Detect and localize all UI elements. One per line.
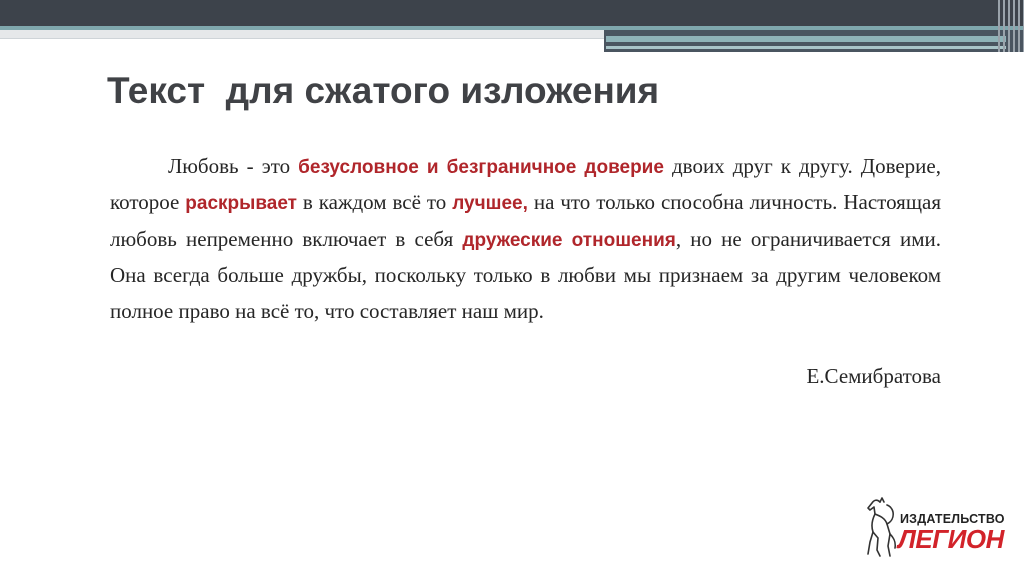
highlighted-phrase: дружеские отношения [462, 229, 676, 251]
logo-top-text: ИЗДАТЕЛЬСТВО [900, 512, 1005, 526]
logo-main-text: ЛЕГИОН [898, 524, 1004, 554]
header-band-right-accent [606, 36, 1006, 42]
paragraph-text: в каждом всё то [296, 190, 453, 215]
paragraph-text: Любовь - это [168, 154, 299, 178]
header-band-dark [0, 0, 1024, 26]
header-band-ticks [996, 0, 1024, 52]
publisher-logo [860, 494, 1010, 560]
body-paragraph [110, 149, 941, 329]
header-band-light-line [0, 30, 604, 39]
paragraph-text: на что только способна личность. Настоящая любовь непременно включает в себя [110, 190, 941, 251]
slide-title: Текст для сжатого изложения [107, 70, 660, 111]
paragraph-text: , но не ограничивается ими. Она всегда больше дружбы, поскольку только в любви мы признаем за другим человеком полное право на всё то, что составляет наш мир. [110, 226, 942, 323]
highlighted-phrase: лучшее, [452, 193, 528, 215]
author-name: Е.Семибратова [806, 364, 941, 388]
header-band-right-strip [606, 46, 1006, 49]
paragraph-text: двоих друг к другу. Доверие, которое [110, 154, 941, 215]
highlighted-phrase: раскрывает [185, 193, 297, 215]
highlighted-phrase: безусловное и безграничное доверие [298, 157, 664, 178]
horse-icon [860, 494, 900, 560]
